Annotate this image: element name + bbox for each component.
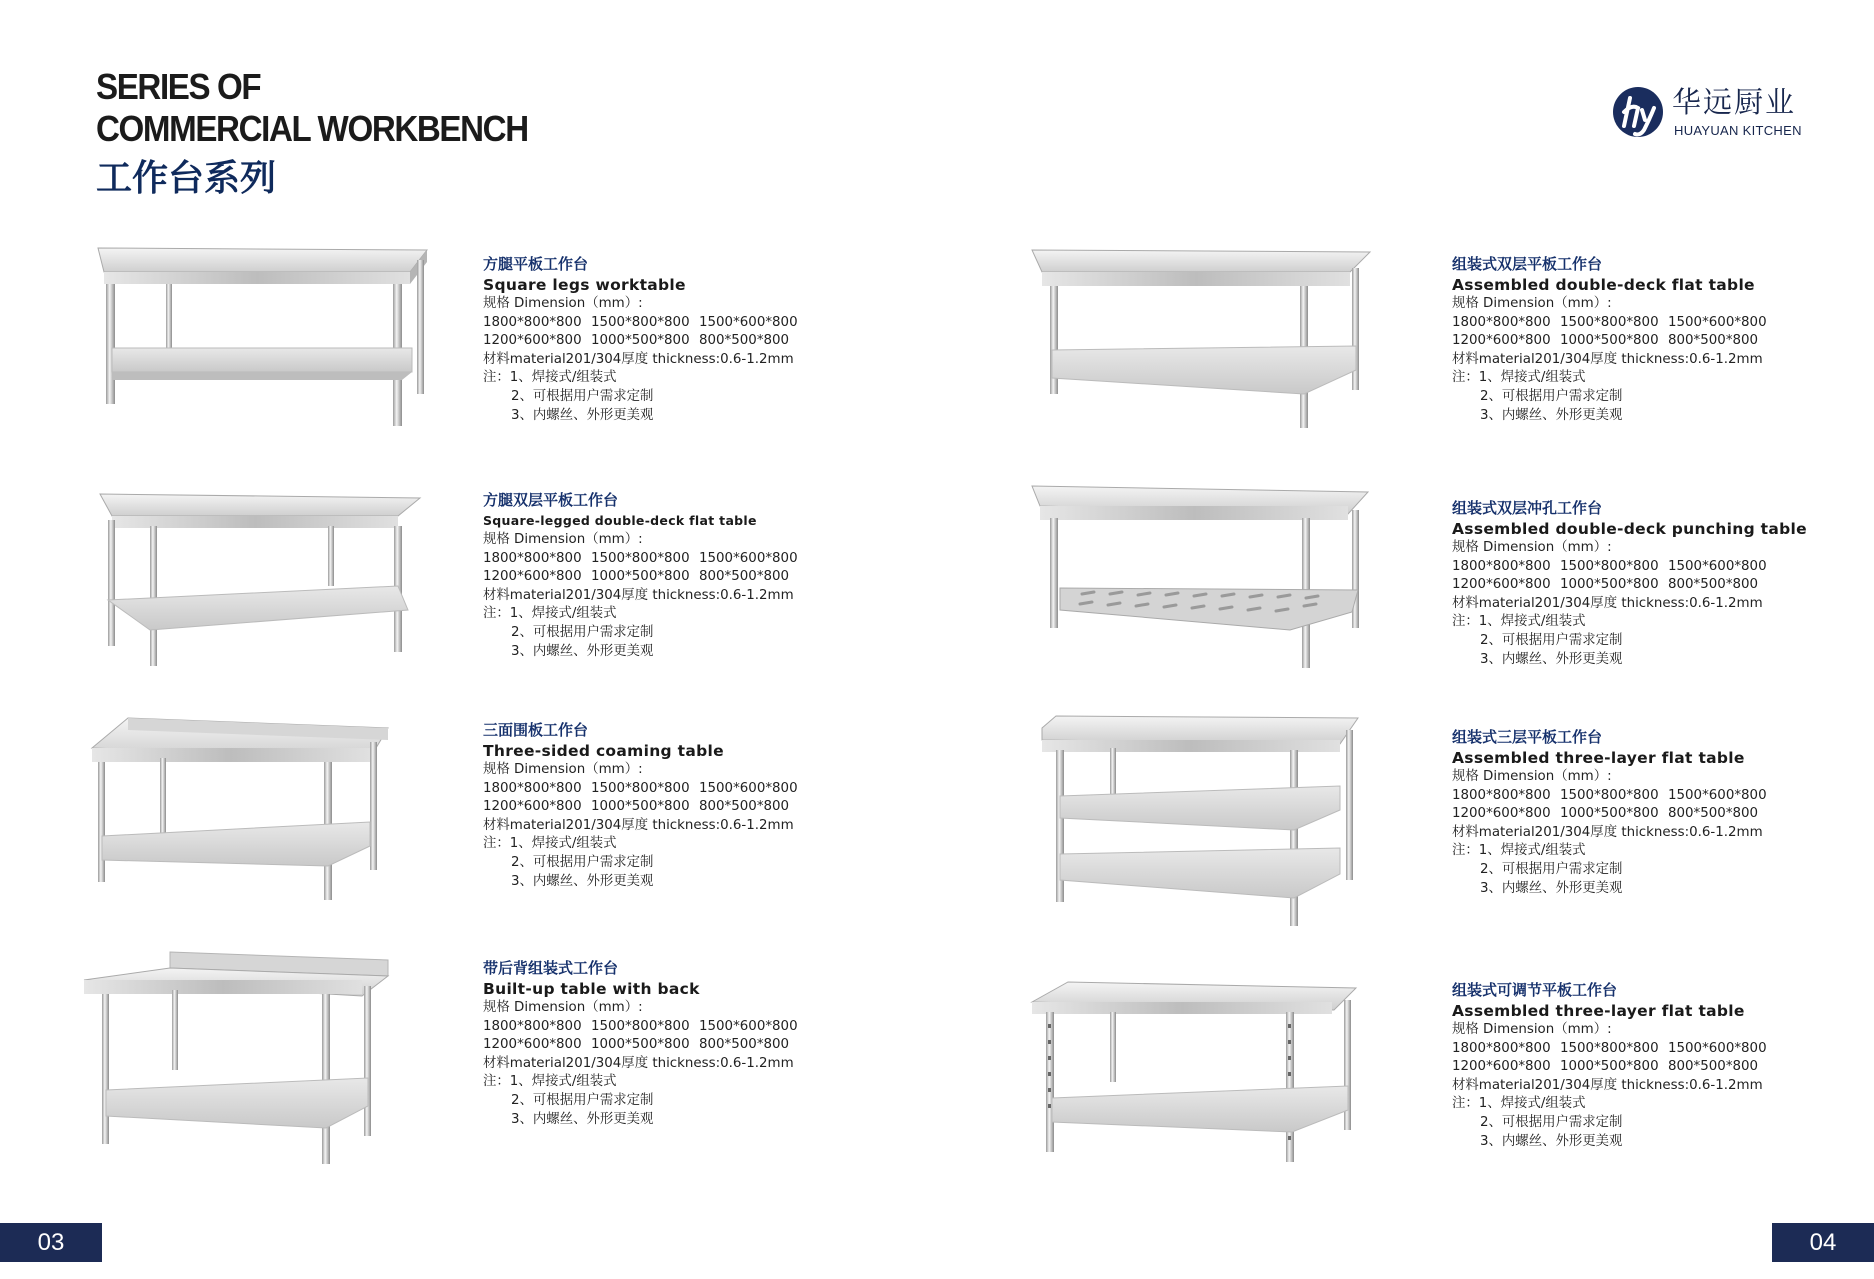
product-title-en: Assembled three-layer flat table	[1452, 1002, 1745, 1020]
dimension-label: 规格 Dimension（mm）:	[483, 762, 643, 777]
material-line: 材料material201/304厚度 thickness:0.6-1.2mm	[483, 587, 794, 603]
sizes-row-1: 1800*800*800 1500*800*800 1500*600*800	[1452, 787, 1767, 803]
product-title-en: Assembled double-deck flat table	[1452, 276, 1755, 294]
product-title-en: Three-sided coaming table	[483, 742, 724, 760]
title-en-line1: SERIES OF	[96, 66, 261, 107]
sizes-row-2: 1200*600*800 1000*500*800 800*500*800	[1452, 1059, 1759, 1075]
brand-name-cn: 华远厨业	[1672, 85, 1797, 119]
material-line: 材料material201/304厚度 thickness:0.6-1.2mm	[483, 1055, 794, 1071]
note-3: 3、内螺丝、外形更美观	[1480, 880, 1623, 896]
product-title-cn: 组装式双层平板工作台	[1452, 255, 1603, 273]
sizes-row-1: 1800*800*800 1500*800*800 1500*600*800	[1452, 1040, 1767, 1056]
product-title-en: Assembled double-deck punching table	[1452, 520, 1807, 538]
sizes-row-2: 1200*600*800 1000*500*800 800*500*800	[1452, 577, 1759, 593]
dimension-label: 规格 Dimension（mm）:	[483, 296, 643, 311]
product-title-cn: 组装式可调节平板工作台	[1452, 981, 1618, 999]
brand-name-en: HUAYUAN KITCHEN	[1674, 123, 1802, 138]
note-3: 3、内螺丝、外形更美观	[1480, 651, 1623, 667]
material-line: 材料material201/304厚度 thickness:0.6-1.2mm	[1452, 595, 1763, 611]
dimension-label: 规格 Dimension（mm）:	[483, 532, 643, 547]
sizes-row-2: 1200*600*800 1000*500*800 800*500*800	[483, 333, 790, 349]
dimension-label: 规格 Dimension（mm）:	[1452, 769, 1612, 784]
note-3: 3、内螺丝、外形更美观	[511, 873, 654, 889]
product-image-5	[1030, 246, 1372, 432]
sizes-row-1: 1800*800*800 1500*800*800 1500*600*800	[483, 314, 798, 330]
sizes-row-1: 1800*800*800 1500*800*800 1500*600*800	[483, 780, 798, 796]
product-title-en: Assembled three-layer flat table	[1452, 749, 1745, 767]
sizes-row-1: 1800*800*800 1500*800*800 1500*600*800	[1452, 558, 1767, 574]
product-title-cn: 组装式双层冲孔工作台	[1452, 499, 1603, 517]
material-line: 材料material201/304厚度 thickness:0.6-1.2mm	[1452, 824, 1763, 840]
note-2: 2、可根据用户需求定制	[1480, 632, 1623, 648]
product-text-4	[483, 958, 807, 1129]
sizes-row-1: 1800*800*800 1500*800*800 1500*600*800	[483, 550, 798, 566]
product-title-cn: 方腿平板工作台	[483, 255, 589, 273]
note-2: 2、可根据用户需求定制	[1480, 861, 1623, 877]
product-image-1	[92, 244, 432, 434]
brand-logo-icon	[1612, 86, 1664, 138]
material-line: 材料material201/304厚度 thickness:0.6-1.2mm	[483, 351, 794, 367]
product-title-en: Built-up table with back	[483, 980, 700, 998]
product-text-1	[483, 254, 807, 425]
note-3: 3、内螺丝、外形更美观	[1480, 407, 1623, 423]
note-3: 3、内螺丝、外形更美观	[1480, 1133, 1623, 1149]
title-en-line2: COMMERCIAL WORKBENCH	[96, 108, 528, 149]
sizes-row-2: 1200*600*800 1000*500*800 800*500*800	[1452, 333, 1759, 349]
dimension-label: 规格 Dimension（mm）:	[1452, 540, 1612, 555]
note-2: 2、可根据用户需求定制	[511, 854, 654, 870]
note-1: 注：1、焊接式/组装式	[483, 606, 617, 622]
dimension-label: 规格 Dimension（mm）:	[483, 1000, 643, 1015]
note-1: 注：1、焊接式/组装式	[1452, 614, 1586, 630]
product-title-en: Square legs worktable	[483, 276, 686, 294]
product-image-7	[1040, 714, 1360, 934]
product-text-2	[483, 490, 807, 661]
brand-logo	[1612, 86, 1812, 146]
product-title-cn: 带后背组装式工作台	[483, 959, 619, 977]
note-2: 2、可根据用户需求定制	[511, 1092, 654, 1108]
note-1: 注：1、焊接式/组装式	[483, 836, 617, 852]
note-3: 3、内螺丝、外形更美观	[511, 407, 654, 423]
sizes-row-2: 1200*600*800 1000*500*800 800*500*800	[1452, 806, 1759, 822]
sizes-row-1: 1800*800*800 1500*800*800 1500*600*800	[1452, 314, 1767, 330]
material-line: 材料material201/304厚度 thickness:0.6-1.2mm	[1452, 1077, 1763, 1093]
product-image-3	[88, 714, 394, 904]
dimension-label: 规格 Dimension（mm）:	[1452, 296, 1612, 311]
note-1: 注：1、焊接式/组装式	[1452, 370, 1586, 386]
product-image-2	[98, 490, 422, 666]
note-3: 3、内螺丝、外形更美观	[511, 1111, 654, 1127]
note-2: 2、可根据用户需求定制	[511, 624, 654, 640]
sizes-row-2: 1200*600*800 1000*500*800 800*500*800	[483, 799, 790, 815]
product-title-cn: 方腿双层平板工作台	[483, 491, 619, 509]
note-1: 注：1、焊接式/组装式	[1452, 843, 1586, 859]
sizes-row-2: 1200*600*800 1000*500*800 800*500*800	[483, 1037, 790, 1053]
note-1: 注：1、焊接式/组装式	[483, 1074, 617, 1090]
note-1: 注：1、焊接式/组装式	[1452, 1096, 1586, 1112]
product-text-8	[1452, 980, 1776, 1151]
dimension-label: 规格 Dimension（mm）:	[1452, 1022, 1612, 1037]
product-text-7	[1452, 727, 1776, 898]
product-text-3	[483, 720, 807, 891]
product-image-6	[1030, 482, 1370, 672]
product-text-6	[1452, 498, 1807, 669]
product-image-8	[1030, 980, 1360, 1170]
note-2: 2、可根据用户需求定制	[511, 388, 654, 404]
product-title-cn: 三面围板工作台	[483, 721, 589, 739]
sizes-row-2: 1200*600*800 1000*500*800 800*500*800	[483, 569, 790, 585]
product-title-cn: 组装式三层平板工作台	[1452, 728, 1603, 746]
note-1: 注：1、焊接式/组装式	[483, 370, 617, 386]
note-3: 3、内螺丝、外形更美观	[511, 643, 654, 659]
material-line: 材料material201/304厚度 thickness:0.6-1.2mm	[1452, 351, 1763, 367]
product-image-4	[82, 950, 392, 1170]
note-2: 2、可根据用户需求定制	[1480, 1114, 1623, 1130]
product-title-en: Square-legged double-deck flat table	[483, 513, 757, 528]
page-number-left: 03	[0, 1223, 102, 1262]
material-line: 材料material201/304厚度 thickness:0.6-1.2mm	[483, 817, 794, 833]
page-header	[96, 66, 565, 202]
page-number-right: 04	[1772, 1223, 1874, 1262]
product-text-5	[1452, 254, 1776, 425]
sizes-row-1: 1800*800*800 1500*800*800 1500*600*800	[483, 1018, 798, 1034]
note-2: 2、可根据用户需求定制	[1480, 388, 1623, 404]
title-cn: 工作台系列	[96, 158, 277, 199]
